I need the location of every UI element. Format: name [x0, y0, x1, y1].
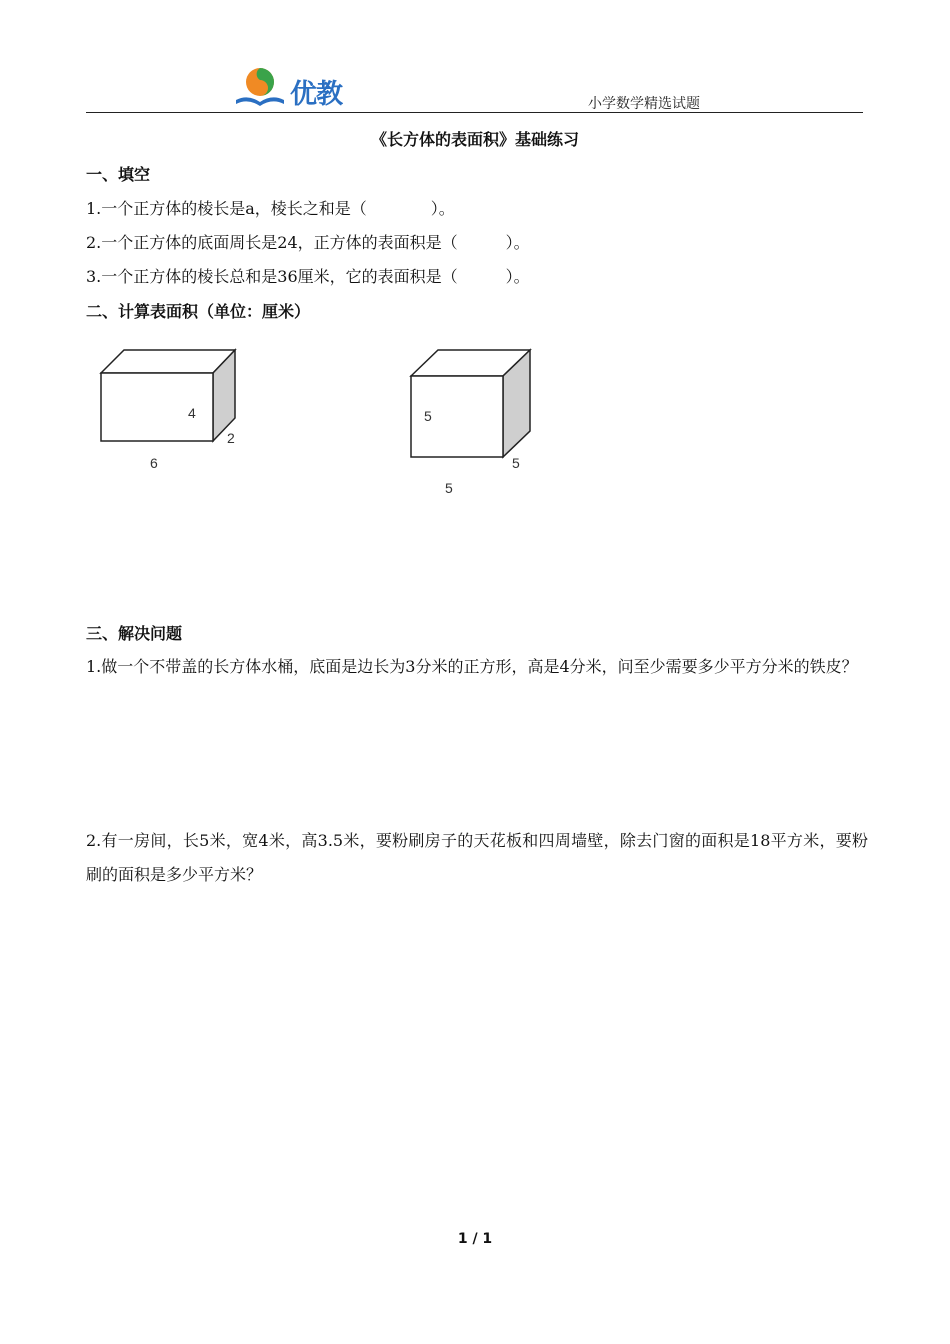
problem-3-2: 2.有一房间，长5米，宽4米，高3.5米，要粉刷房子的天花板和四周墙壁，除去门窗的面积是18平方米，要粉刷的面积是多少平方米？	[86, 831, 868, 884]
question-1-3: 3.一个正方体的棱长总和是36厘米，它的表面积是（ ）。	[86, 267, 530, 286]
section-2-heading: 二、计算表面积（单位：厘米）	[86, 302, 311, 321]
page-number: 1 / 1	[457, 1231, 493, 1247]
cube-2-width-label: 5	[512, 455, 520, 471]
section-3-heading: 三、解决问题	[86, 624, 183, 643]
header-divider	[86, 112, 863, 113]
cube-figure-2	[406, 346, 536, 461]
cuboid-1-width-label: 2	[227, 430, 235, 446]
page-title: 《长方体的表面积》基础练习	[370, 130, 579, 149]
brand-name: 优教	[290, 79, 342, 110]
problem-3-1: 1.做一个不带盖的长方体水桶，底面是边长为3分米的正方形，高是4分米，问至少需要多少平方分米的铁皮？	[86, 657, 858, 676]
cube-2-height-label: 5	[424, 408, 432, 424]
section-1-heading: 一、填空	[86, 165, 151, 184]
cuboid-1-length-label: 6	[150, 455, 158, 471]
question-1-2: 2.一个正方体的底面周长是24，正方体的表面积是（ ）。	[86, 233, 530, 252]
header-subtitle: 小学数学精选试题	[588, 96, 700, 112]
cube-2-length-label: 5	[445, 480, 453, 496]
cuboid-figure-1	[96, 346, 246, 446]
question-1-1: 1.一个正方体的棱长是a，棱长之和是（ ）。	[86, 199, 455, 218]
cuboid-1-height-label: 4	[188, 405, 196, 421]
